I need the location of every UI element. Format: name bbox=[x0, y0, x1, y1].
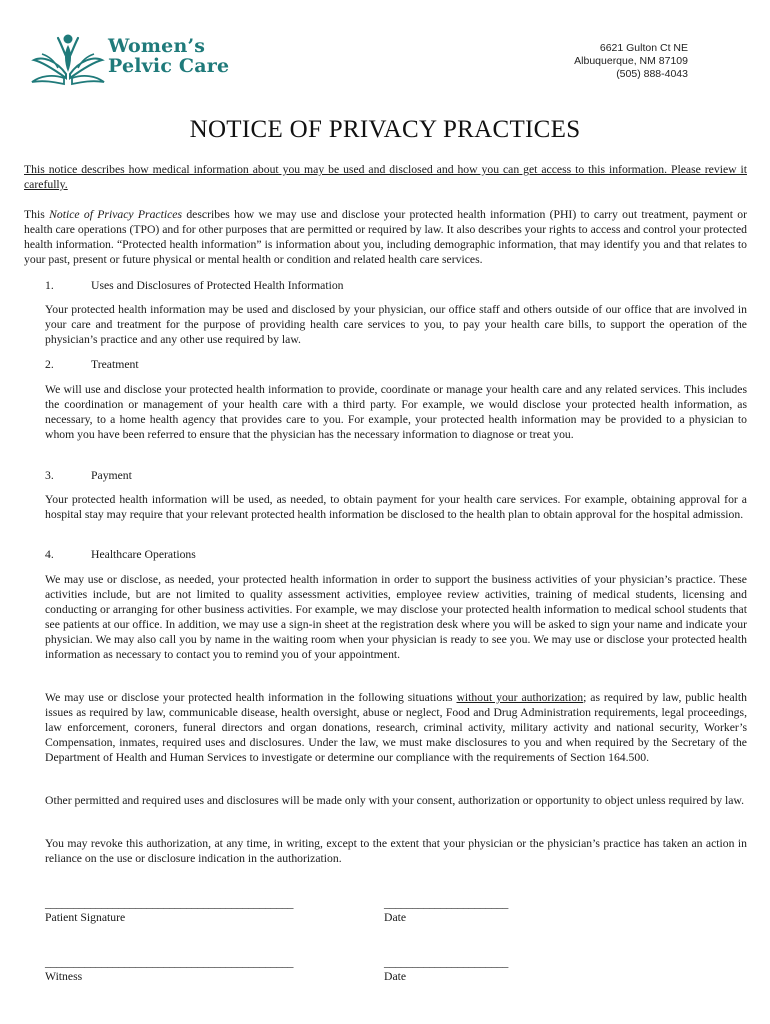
authorization-before: We may use or disclose your protected health information in the following situations bbox=[45, 691, 457, 704]
authorization-after: ; as required by law, public health issues as required by law, communicable disease, health oversight, abuse or neglect, Food and Drug Administration requirements, legal proceedings, law enforcement, coroners, funeral directors and organ donations, research, criminal activity, military activity and national security, Worker’s Compensation, inmates, required uses and disclosures. Under the law, we must make disclosures to you and when required by the Secretary of the Department of Health and Human Services to investigate or determine our compliance with the requirements of Section 164.500. bbox=[45, 691, 747, 764]
intro-paragraph bbox=[24, 207, 747, 267]
witness-signature-label: Witness bbox=[45, 970, 83, 983]
witness-signature-line[interactable]: ____________________________________________ bbox=[45, 956, 294, 969]
authorization-underlined: without your authorization bbox=[456, 691, 584, 704]
lotus-figure-icon bbox=[28, 30, 108, 88]
revoke-paragraph: You may revoke this authorization, at any time, in writing, except to the extent that your physician or the physician’s practice has taken an action in reliance on the use or disclosure indication in the authorization. bbox=[45, 837, 747, 865]
logo bbox=[28, 30, 248, 90]
section-3-text: Your protected health information will be used, as needed, to obtain payment for your health care services. For example, obtaining approval for a hospital stay may require that your relevant protected health information be disclosed to the health plan to obtain approval for the hospital admission. bbox=[45, 493, 747, 521]
section-4-text: We may use or disclose, as needed, your protected health information in order to support the business activities of your physician’s practice. These activities include, but are not limited to quality assessment activities, employee review activities, training of medical students, licensing and conducting or arranging for other business activities. For example, we may disclose your protected health information to medical school students that see patients at our office. In addition, we may use a sign-in sheet at the registration desk where you will be asked to sign your name and indicate your physician. We may also call you by name in the waiting room when your physician is ready to see you. We may use or disclose your protected health information as necessary to contact you to remind you of your appointment. bbox=[45, 573, 747, 661]
practice-address bbox=[574, 42, 688, 81]
page-title: NOTICE OF PRIVACY PRACTICES bbox=[189, 116, 581, 143]
section-title: Healthcare Operations bbox=[91, 548, 196, 561]
patient-signature-label: Patient Signature bbox=[45, 911, 126, 924]
witness-date-label: Date bbox=[384, 970, 407, 983]
address-city: Albuquerque, NM 87109 bbox=[574, 55, 688, 67]
intro-notice: This notice describes how medical information about you may be used and disclosed and how you can get access to this information. Please review it carefully. bbox=[24, 163, 747, 191]
patient-signature-line[interactable]: ____________________________________________ bbox=[45, 897, 294, 910]
address-street: 6621 Gulton Ct NE bbox=[599, 42, 688, 54]
intro-paragraph-rest: describes how we may use and disclose your protected health information (PHI) to carry out treatment, payment or health care operations (TPO) and for other purposes that are permitted or required by law. It also describes your rights to access and control your protected health information. “Protected health information” is information about you, including demographic information, that may identify you and that relates to your past, present or future physical or mental health or condition and related health care services. bbox=[24, 208, 748, 266]
brand-name-line1: Women’s bbox=[108, 35, 206, 57]
section-number: 2. bbox=[45, 358, 54, 371]
authorization-paragraph bbox=[45, 690, 747, 765]
section-2-heading bbox=[45, 357, 139, 372]
section-4-heading bbox=[45, 547, 196, 562]
other-uses-paragraph: Other permitted and required uses and disclosures will be made only with your consent, authorization or opportunity to object unless required by law. bbox=[45, 794, 745, 807]
section-number: 1. bbox=[45, 279, 54, 292]
section-title: Payment bbox=[91, 469, 132, 482]
intro-paragraph-italic: Notice of Privacy Practices bbox=[49, 208, 183, 221]
section-1-heading bbox=[45, 278, 344, 293]
section-number: 4. bbox=[45, 548, 54, 561]
intro-paragraph-prefix: This bbox=[24, 208, 50, 221]
brand-name bbox=[108, 36, 229, 76]
brand-name-line2: Pelvic Care bbox=[108, 55, 230, 77]
section-1-text: Your protected health information may be used and disclosed by your physician, our office staff and others outside of our office that are involved in your care and treatment for the purpose of providing health care services to you, to pay your health care bills, to support the operation of the physician’s practice and any other use required by law. bbox=[45, 303, 747, 346]
section-number: 3. bbox=[45, 469, 54, 482]
witness-date-line[interactable]: ______________________ bbox=[384, 956, 509, 969]
patient-date-line[interactable]: ______________________ bbox=[384, 897, 509, 910]
section-2-text: We will use and disclose your protected health information to provide, coordinate or manage your health care and any related services. This includes the coordination or management of your health care with a third party. For example, we would disclose your protected health information, as necessary, to a home health agency that provides care to you. For example, your protected health information may be provided to a physician to whom you have been referred to ensure that the physician has the necessary information to diagnose or treat you. bbox=[45, 383, 747, 441]
section-3-heading bbox=[45, 468, 132, 483]
section-title: Uses and Disclosures of Protected Health Information bbox=[91, 279, 344, 292]
address-phone: (505) 888-4043 bbox=[616, 68, 688, 80]
patient-date-label: Date bbox=[384, 911, 407, 924]
section-title: Treatment bbox=[91, 358, 139, 371]
